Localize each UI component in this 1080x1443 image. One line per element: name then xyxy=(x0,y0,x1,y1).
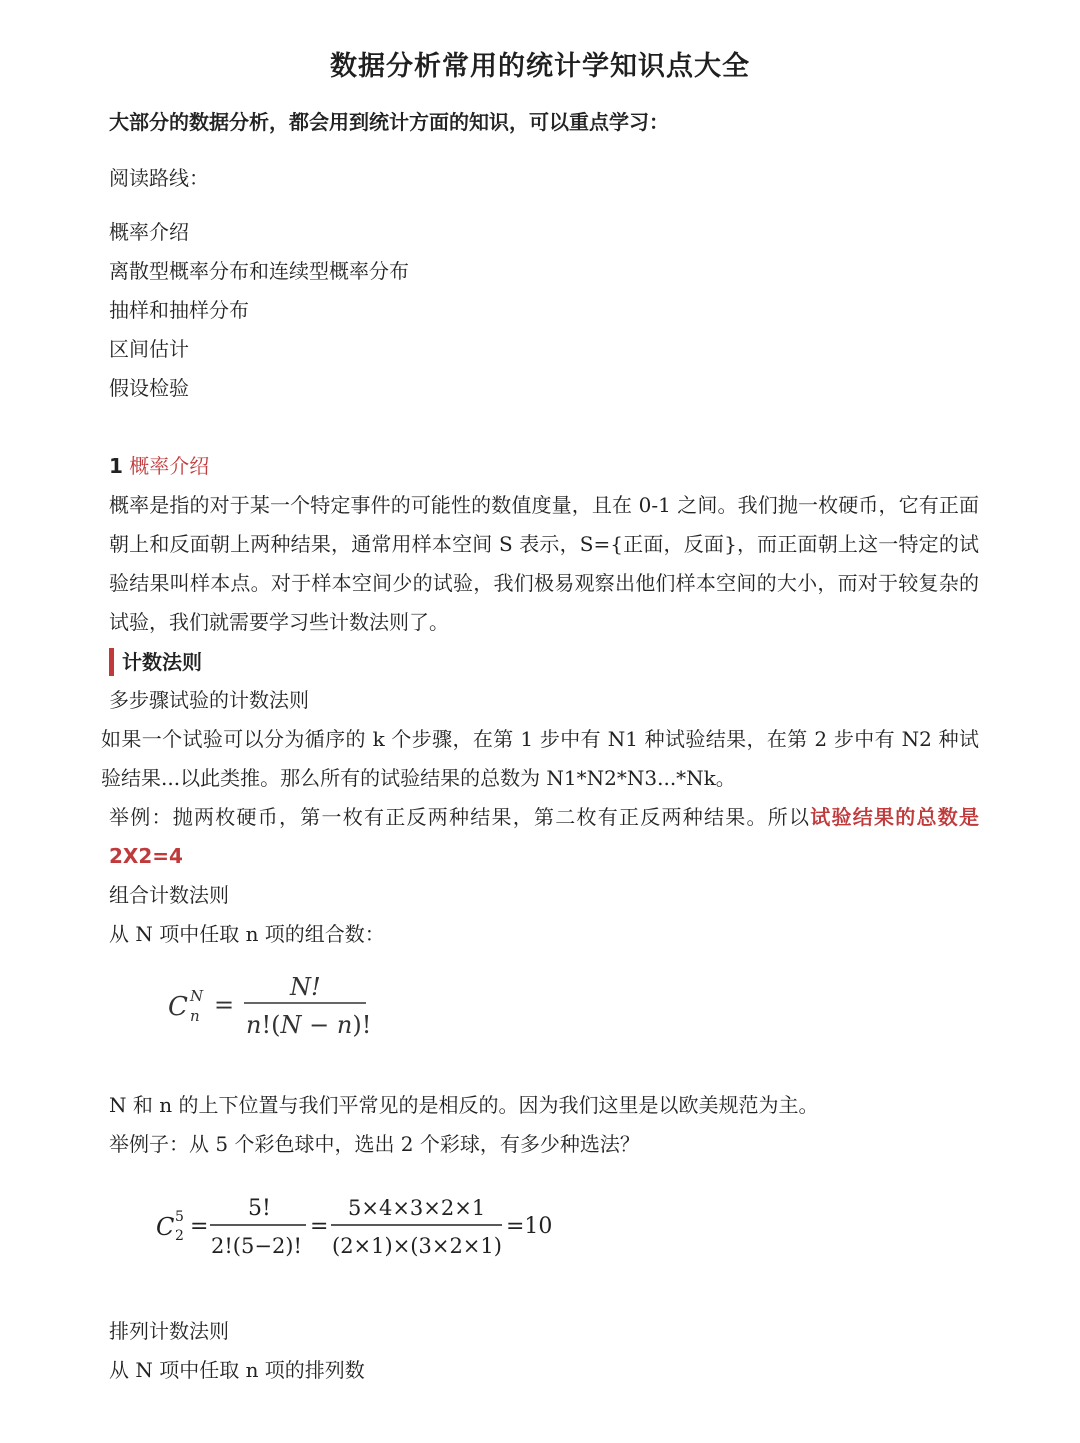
example-result: 2X2=4 xyxy=(109,844,183,868)
combination-text: 从 N 项中任取 n 项的组合数： xyxy=(109,922,385,946)
formula2-sup: 5 xyxy=(175,1209,184,1225)
permutation-text: 从 N 项中任取 n 项的排列数 xyxy=(109,1358,365,1382)
heading-accent-bar xyxy=(109,648,114,676)
route-item: 离散型概率分布和连续型概率分布 xyxy=(109,259,409,283)
example-plain: 举例：抛两枚硬币，第一枚有正反两种结果，第二枚有正反两种结果。所以 xyxy=(109,805,811,829)
page-title: 数据分析常用的统计学知识点大全 xyxy=(330,51,750,82)
section1-number: 1 xyxy=(109,454,123,478)
formula-c: C xyxy=(168,992,188,1022)
route-item: 区间估计 xyxy=(109,337,189,361)
multistep-title: 多步骤试验的计数法则 xyxy=(109,688,309,712)
intro-text: 大部分的数据分析，都会用到统计方面的知识，可以重点学习： xyxy=(109,110,669,134)
route-label: 阅读路线： xyxy=(109,166,209,190)
route-item: 假设检验 xyxy=(109,376,189,400)
section1-paragraph: 概率是指的对于某一个特定事件的可能性的数值度量，且在 0-1 之间。我们抛一枚硬币，它有正面朝上和反面朝上两种结果，通常用样本空间 S 表示，S={正面，反面}，而正面朝上这一特定的试验结果叫样本点。对于样本空间少的试验，我们极易观察出他们样本空间的大小，而对于较复杂的试验，我们就需要学习些计数法则了。 xyxy=(109,493,979,634)
route-item: 概率介绍 xyxy=(109,220,189,244)
example-highlight: 试验结果的总数是 xyxy=(810,805,979,829)
combination-title: 组合计数法则 xyxy=(109,883,229,907)
formula-sub: n xyxy=(190,1007,200,1025)
formula-eq: = xyxy=(214,991,235,1019)
counting-heading: 计数法则 xyxy=(122,650,202,674)
example-text xyxy=(109,798,979,876)
note-text: N 和 n 的上下位置与我们平常见的是相反的。因为我们这里是以欧美规范为主。 xyxy=(109,1093,819,1117)
formula-sup: N xyxy=(190,987,204,1005)
combination-example-formula xyxy=(150,1185,570,1275)
formula2-eq1: = xyxy=(190,1214,209,1239)
section1-heading xyxy=(109,452,209,480)
formula2-result: =10 xyxy=(506,1214,553,1239)
formula2-sub: 2 xyxy=(175,1228,184,1244)
multistep-text: 如果一个试验可以分为循序的 k 个步骤，在第 1 步中有 N1 种试验结果，在第 2 步中有 N2 种试验结果...以此类推。那么所有的试验结果的总数为 N1*N2*N3...*Nk。 xyxy=(101,727,979,790)
formula2-frac1-den: 2!(5−2)! xyxy=(211,1234,302,1258)
formula-numerator: N! xyxy=(290,973,321,1001)
combination-formula xyxy=(160,965,390,1045)
formula2-frac1-num: 5! xyxy=(248,1196,271,1221)
example2-text: 举例子：从 5 个彩色球中，选出 2 个彩球，有多少种选法？ xyxy=(109,1132,640,1156)
formula2-frac2-num: 5×4×3×2×1 xyxy=(348,1196,486,1220)
formula2-frac2-den: (2×1)×(3×2×1) xyxy=(332,1234,502,1258)
formula-denominator: n!(N − n)! xyxy=(246,1011,372,1039)
section1-title: 概率介绍 xyxy=(129,454,210,478)
permutation-title: 排列计数法则 xyxy=(109,1319,229,1343)
formula2-c: C xyxy=(156,1213,175,1241)
route-item: 抽样和抽样分布 xyxy=(109,298,249,322)
formula2-eq2: = xyxy=(310,1214,329,1239)
